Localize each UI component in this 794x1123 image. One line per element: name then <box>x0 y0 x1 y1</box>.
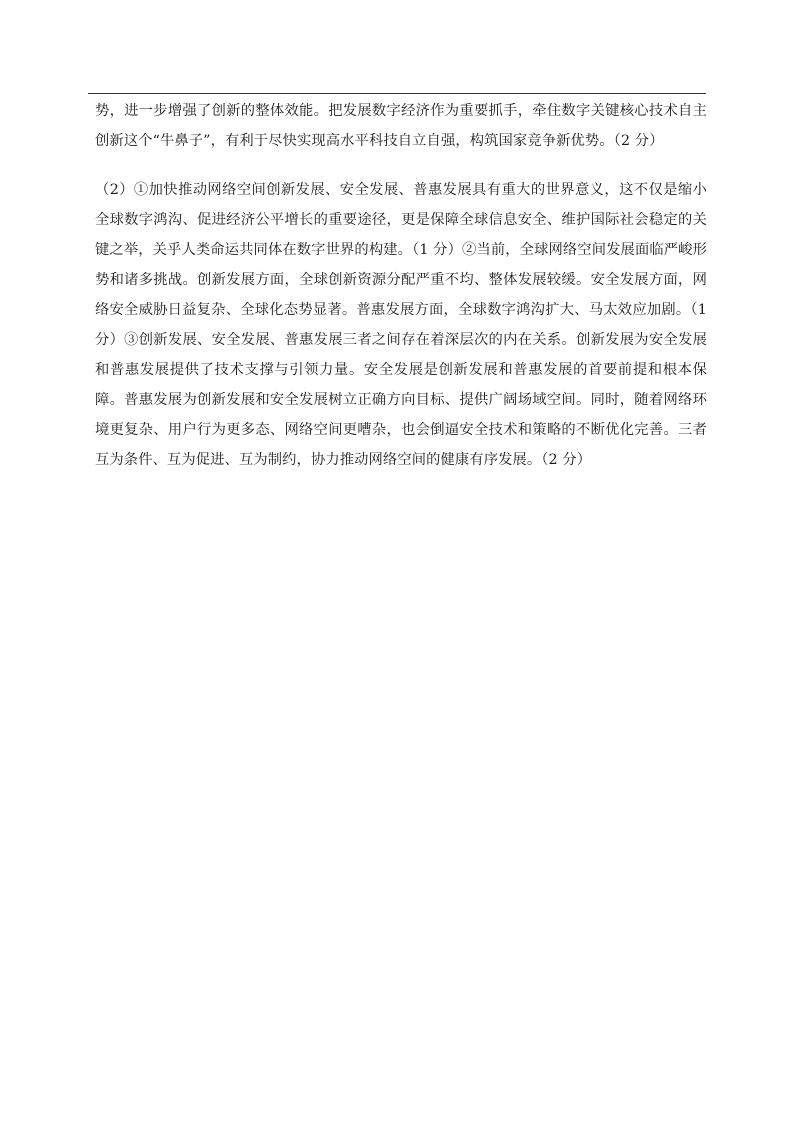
paragraph-answer-2: （2）①加快推动网络空间创新发展、安全发展、普惠发展具有重大的世界意义，这不仅是缩小全球数字鸿沟、促进经济公平增长的重要途径，更是保障全球信息安全、维护国际社会稳定的关键之举，关乎人类命运共同体在数字世界的构建。（1 分）②当前，全球网络空间发展面临严峻形势和诸多挑战。创新发展方面，全球创新资源分配严重不均、整体发展较缓。安全发展方面，网络安全威胁日益复杂、全球化态势显著。普惠发展方面，全球数字鸿沟扩大、马太效应加剧。（1 分）③创新发展、安全发展、普惠发展三者之间存在着深层次的内在关系。创新发展为安全发展和普惠发展提供了技术支撑与引领力量。安全发展是创新发展和普惠发展的首要前提和根本保障。普惠发展为创新发展和安全发展树立正确方向目标、提供广阔场域空间。同时，随着网络环境更复杂、用户行为更多态、网络空间更嘈杂，也会倒逼安全技术和策略的不断优化完善。三者互为条件、互为促进、互为制约，协力推动网络空间的健康有序发展。（2 分） <box>95 182 707 468</box>
document-body <box>95 96 707 475</box>
header-rule <box>88 93 706 94</box>
paragraph-continued: 势，进一步增强了创新的整体效能。把发展数字经济作为重要抓手，牵住数字关键核心技术自主创新这个“牛鼻子”，有利于尽快实现高水平科技自立自强，构筑国家竞争新优势。（2 分） <box>95 103 707 149</box>
